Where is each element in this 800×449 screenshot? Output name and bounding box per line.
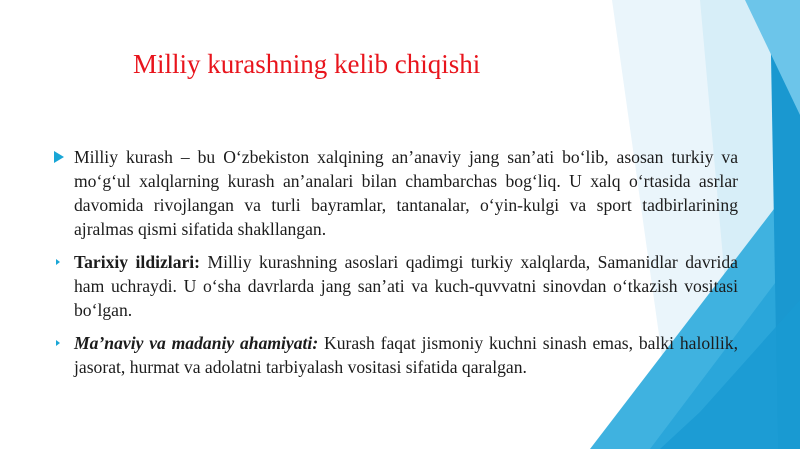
bullet-text: Milliy kurashning asoslari qadimgi turkiy xalqlarda, Samanidlar davrida ham uchraydi. U o‘sha davrlarda jang san’ati va kuch-quvvatni sinovdan o‘tkazish vositasi bo‘lgan. [74,252,738,320]
bullet-item-definition [50,145,738,241]
bullet-text: Milliy kurash – bu O‘zbekiston xalqining an’anaviy jang san’ati bo‘lib, asosan turkiy va mo‘g‘ul xalqlarning kurash an’analari bilan chambarchas bog‘liq. U xalq o‘rtasida asrlar davomida rivojlangan va turli bayramlar, tantanalar, o‘yin-kulgi va sport tadbirlarining ajralmas qismi sifatida shakllangan. [74,147,738,239]
bullet-lead: Ma’naviy va madaniy ahamiyati: [74,333,319,353]
bullet-lead: Tarixiy ildizlari: [74,252,201,272]
small-triangle-bullet-icon [56,259,60,265]
triangle-bullet-icon [54,151,64,163]
bullet-text: Kurash faqat jismoniy kuchni sinash emas, balki halollik, jasorat, hurmat va adolatni tarbiyalash vositasi sifatida qaralgan. [74,333,738,377]
bullet-item-significance [50,331,738,379]
bullet-item-history [50,250,738,322]
small-triangle-bullet-icon [56,340,60,346]
slide-title: Milliy kurashning kelib chiqishi [133,49,481,79]
bullet-list [50,145,738,388]
